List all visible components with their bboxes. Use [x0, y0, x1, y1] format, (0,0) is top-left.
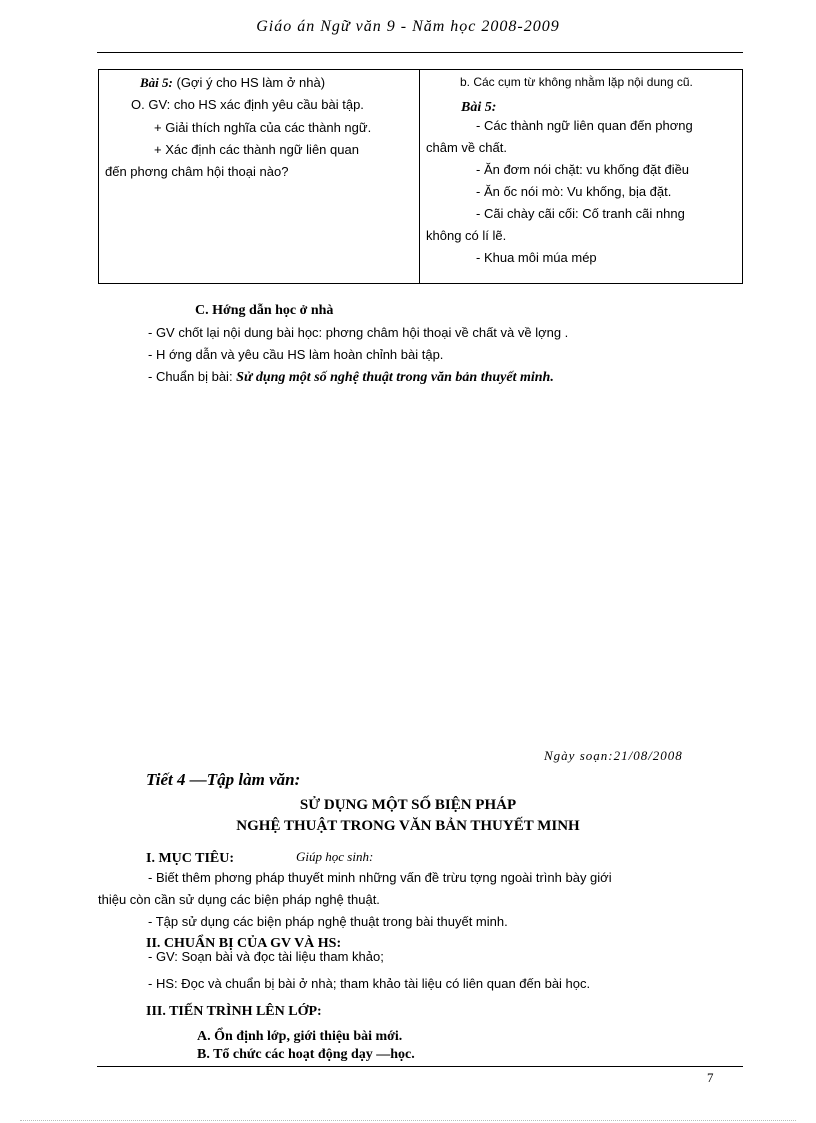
- right-line-4: - Ăn ốc nói mò: Vu khống, bịa đặt.: [476, 184, 672, 199]
- page-number: 7: [707, 1070, 714, 1085]
- chuan-bi-line-1: - GV: Soạn bài và đọc tài liệu tham khảo;: [148, 949, 384, 964]
- table-right-cell: [420, 70, 743, 284]
- left-line-1: O. GV: cho HS xác định yêu cầu bài tập.: [131, 97, 364, 112]
- header-rule: [97, 52, 743, 53]
- lesson-title-line-2: NGHỆ THUẬT TRONG VĂN BẢN THUYẾT MINH: [236, 818, 580, 834]
- lesson-title-line-1: SỬ DỤNG MỘT SỐ BIỆN PHÁP: [299, 797, 517, 813]
- right-line-5: - Cãi chày cãi cối: Cố tranh cãi nhng: [476, 206, 685, 221]
- right-line-2: châm về chất.: [426, 140, 507, 155]
- left-line-2: + Giải thích nghĩa của các thành ngữ.: [154, 120, 372, 135]
- tiet-heading: Tiết 4 —Tập làm văn:: [146, 770, 301, 789]
- date-prepared: Ngày soạn:21/08/2008: [544, 748, 683, 763]
- table-left-cell: [99, 70, 420, 284]
- muc-tieu-heading: I. MỤC TIÊU:: [146, 851, 235, 866]
- muc-tieu-sub: Giúp học sinh:: [296, 849, 374, 864]
- left-bai-label: Bài 5:: [140, 75, 173, 90]
- homework-prep: [148, 369, 554, 386]
- chuan-bi-line-2: - HS: Đọc và chuẩn bị bài ở nhà; tham khảo tài liệu có liên quan đến bài học.: [148, 976, 591, 991]
- left-bai-note: (Gợi ý cho HS làm ở nhà): [172, 75, 326, 90]
- page-header-title: Giáo án Ngữ văn 9 - Năm học 2008-2009: [256, 18, 560, 35]
- muc-tieu-line-2: thiệu còn cần sử dụng các biện pháp nghệ thuật.: [98, 892, 380, 907]
- page-edge-dotted-line: [20, 1120, 796, 1121]
- chuan-bi-heading: II. CHUẨN BỊ CỦA GV VÀ HS:: [146, 936, 342, 951]
- right-line-7: - Khua môi múa mép: [476, 250, 597, 265]
- right-bai-label: Bài 5:: [461, 100, 497, 115]
- right-top-line: b. Các cụm từ không nhằm lặp nội dung cũ.: [460, 75, 693, 89]
- left-bai-heading: [140, 75, 325, 91]
- right-line-1: - Các thành ngữ liên quan đến phơng: [476, 118, 693, 133]
- lesson-table: [98, 69, 743, 284]
- tien-trinh-heading: III. TIẾN TRÌNH LÊN LỚP:: [146, 1004, 322, 1019]
- footer-rule: [97, 1066, 743, 1067]
- left-line-3: + Xác định các thành ngữ liên quan: [154, 142, 359, 157]
- right-line-3: - Ăn đơm nói chặt: vu khống đặt điều: [476, 162, 690, 177]
- tien-trinh-item-b: B. Tổ chức các hoạt động dạy —học.: [197, 1047, 415, 1062]
- muc-tieu-line-1: - Biết thêm phơng pháp thuyết minh những vấn đề trừu tợng ngoài trình bày giới: [148, 870, 612, 885]
- right-line-6: không có lí lẽ.: [426, 228, 507, 243]
- homework-line-2: - H ớng dẫn và yêu cầu HS làm hoàn chỉnh bài tập.: [148, 347, 444, 362]
- homework-prep-prefix: - Chuẩn bị bài:: [148, 369, 237, 384]
- muc-tieu-line-3: - Tập sử dụng các biện pháp nghệ thuật trong bài thuyết minh.: [148, 914, 508, 929]
- homework-prep-title: Sử dụng một số nghệ thuật trong văn bản thuyết minh.: [236, 370, 554, 385]
- tien-trinh-item-a: A. Ổn định lớp, giới thiệu bài mới.: [197, 1029, 403, 1044]
- homework-heading: C. Hớng dẫn học ở nhà: [195, 303, 334, 318]
- homework-line-1: - GV chốt lại nội dung bài học: phơng châm hội thoại về chất và về lợng .: [148, 325, 569, 340]
- left-line-4: đến phơng châm hội thoại nào?: [105, 164, 289, 179]
